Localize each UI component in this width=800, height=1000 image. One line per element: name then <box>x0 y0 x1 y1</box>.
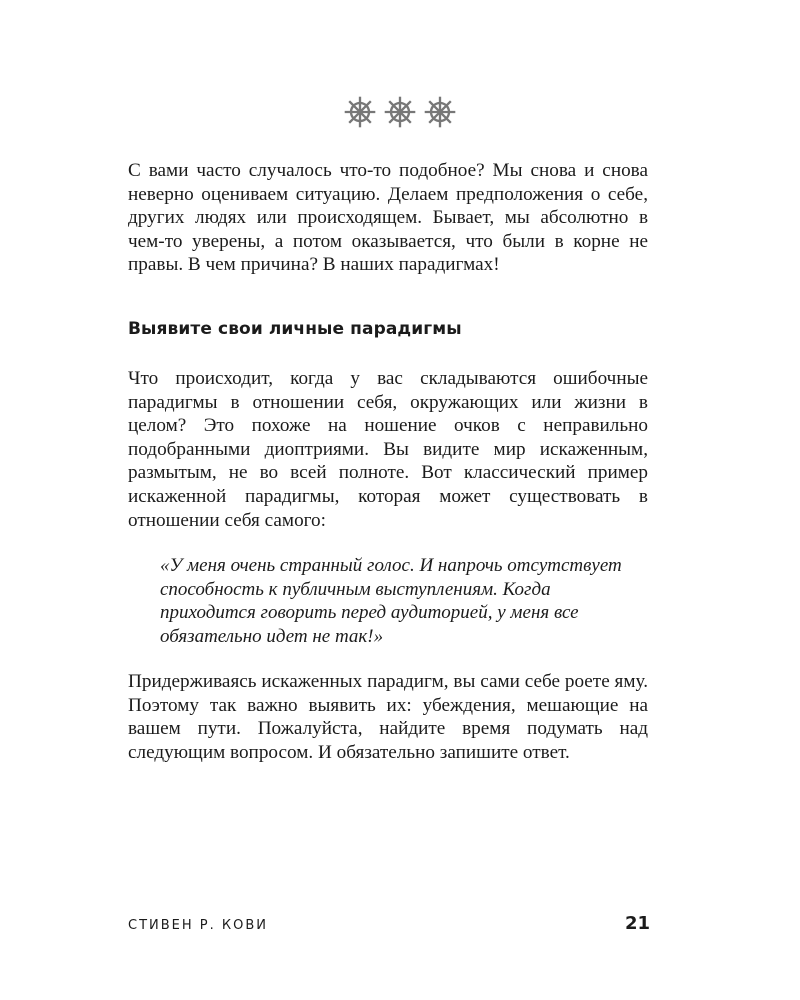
ship-wheel-icon <box>342 94 378 130</box>
intro-paragraph: С вами часто случалось что-то подобное? Мы снова и снова неверно оцениваем ситуацию. Делаем предположения о себе, других людях или происходящем. Бывает, мы абсолютно в чем-то уверены, а потом оказывается, что были в корне не правы. В чем причина? В наших парадигмах! <box>128 160 648 276</box>
running-footer-author: СТИВЕН Р. КОВИ <box>128 918 268 933</box>
page-number: 21 <box>624 913 650 934</box>
ship-wheel-icon <box>382 94 418 130</box>
example-quote: «У меня очень странный голос. И напрочь отсутствует способность к публичным выступлениям. Когда приходится говорить перед аудиторией, у меня все обязательно идет не так!» <box>160 555 622 647</box>
conclusion-paragraph: Придерживаясь искаженных парадигм, вы сами себе роете яму. Поэтому так важно выявить их: убеждения, мешающие на вашем пути. Пожалуйста, найдите время подумать над следующим вопросом. И обязательно запишите ответ. <box>128 671 648 763</box>
body-paragraph: Что происходит, когда у вас складываются ошибочные парадигмы в отношении себя, окружающих или жизни в целом? Это похоже на ношение очков с неправильно подобранными диоптриями. Вы видите мир искаженным, размытым, не во всей полноте. Вот классический пример искаженной парадигмы, которая может существовать в отношении себя самого: <box>128 368 648 531</box>
section-heading: Выявите свои личные парадигмы <box>128 319 462 339</box>
section-divider-ornament <box>0 94 800 134</box>
ship-wheel-icon <box>422 94 458 130</box>
